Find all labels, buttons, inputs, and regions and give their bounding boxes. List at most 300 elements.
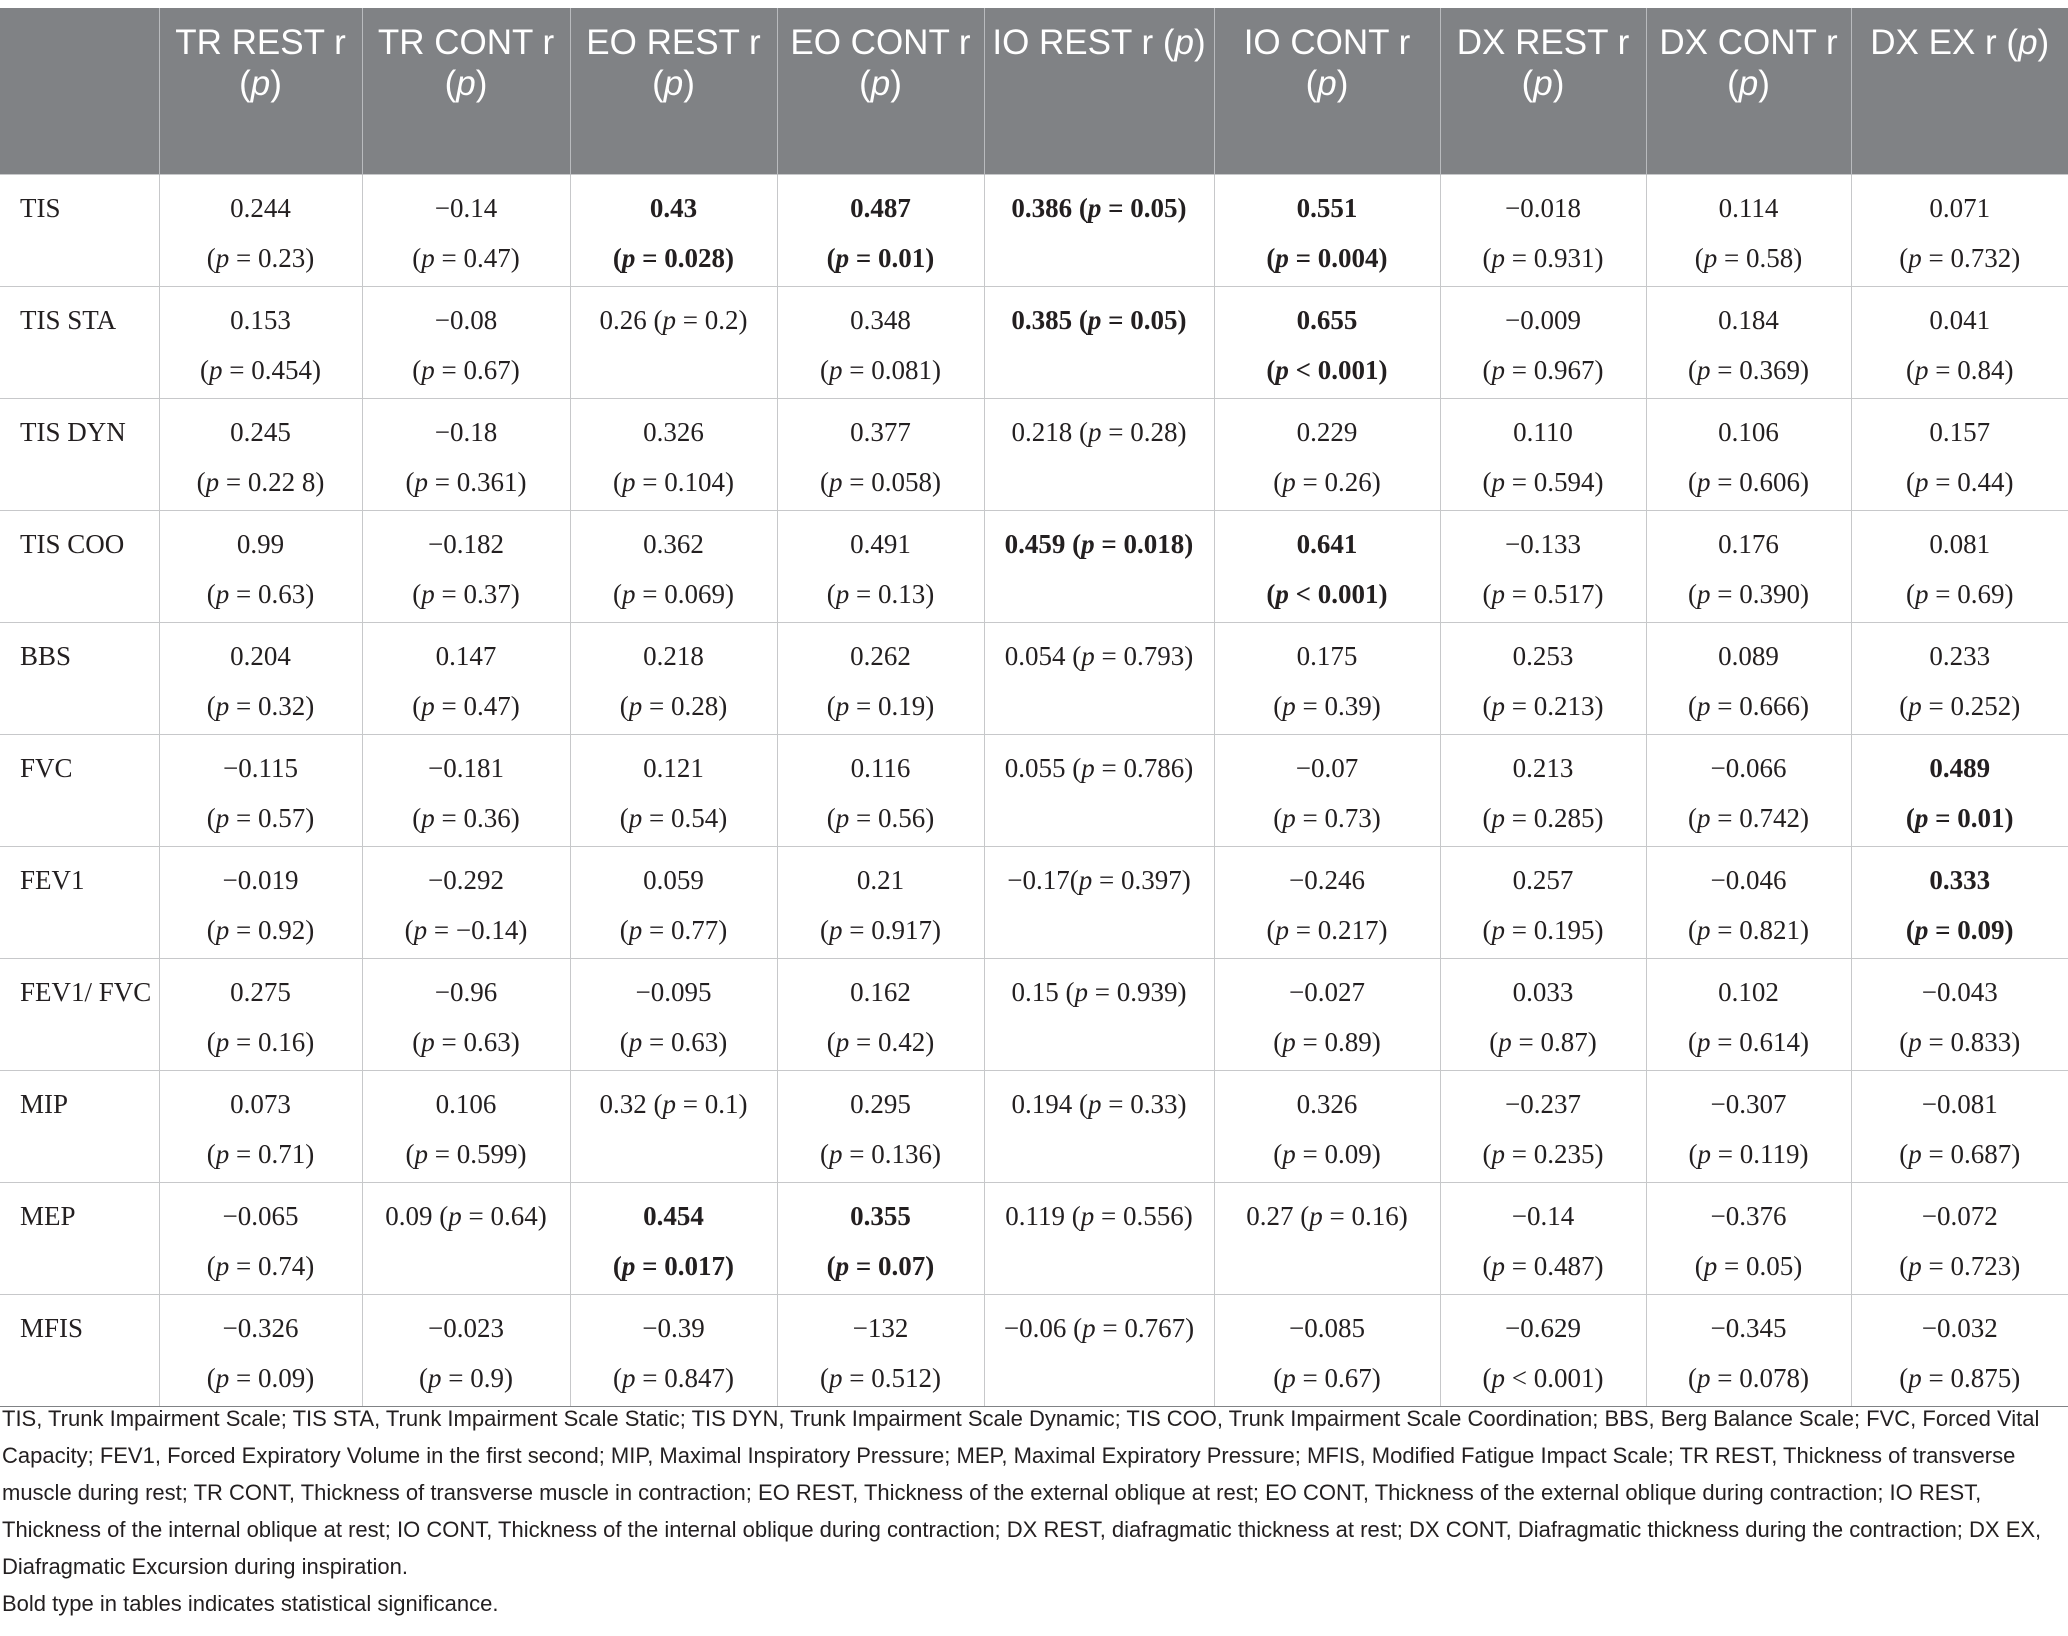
column-header: DX EX r (p) bbox=[1851, 8, 2068, 175]
correlation-value: 0.213 bbox=[1512, 753, 1574, 783]
p-value: (p = 0.285) bbox=[1482, 803, 1604, 833]
table-cell bbox=[984, 623, 1214, 735]
correlation-value: −0.307 bbox=[1710, 1089, 1787, 1119]
table-cell bbox=[362, 1295, 570, 1407]
correlation-value: −0.07 bbox=[1295, 753, 1359, 783]
p-value: (p = 0.89) bbox=[1273, 1027, 1381, 1057]
p-value: (p = 0.01) bbox=[826, 243, 935, 273]
table-cell bbox=[1214, 511, 1440, 623]
correlation-value: 0.491 bbox=[850, 529, 911, 559]
p-value: (p = 0.19) bbox=[826, 691, 935, 721]
p-value: (p = 0.512) bbox=[820, 1363, 941, 1393]
table-cell bbox=[1851, 399, 2068, 511]
p-value: (p = 0.058) bbox=[820, 467, 941, 497]
correlation-value: −0.023 bbox=[428, 1313, 504, 1343]
correlation-value: 0.194 (p = 0.33) bbox=[1011, 1089, 1187, 1119]
p-value: (p = 0.666) bbox=[1688, 691, 1809, 721]
row-label: TIS STA bbox=[0, 287, 159, 399]
correlation-value: −0.14 bbox=[1511, 1201, 1575, 1231]
p-value: (p = 0.87) bbox=[1489, 1027, 1597, 1057]
table-cell bbox=[777, 1295, 984, 1407]
p-value: (p = 0.136) bbox=[820, 1139, 941, 1169]
p-value: (p = 0.028) bbox=[612, 243, 735, 273]
p-value: (p = 0.195) bbox=[1482, 915, 1604, 945]
p-value: (p = 0.09) bbox=[1905, 915, 2014, 945]
correlation-value: 0.99 bbox=[236, 529, 285, 559]
row-label: TIS DYN bbox=[0, 399, 159, 511]
table-row bbox=[0, 287, 2068, 399]
header-corner bbox=[0, 8, 159, 175]
table-cell bbox=[1214, 175, 1440, 287]
table-cell bbox=[1214, 959, 1440, 1071]
p-value: (p = 0.104) bbox=[613, 467, 734, 497]
p-value: (p = 0.63) bbox=[412, 1027, 520, 1057]
p-value: (p = 0.606) bbox=[1688, 467, 1809, 497]
table-cell bbox=[159, 511, 362, 623]
correlation-table bbox=[0, 8, 2068, 1407]
p-value: (p < 0.001) bbox=[1266, 355, 1388, 385]
correlation-value: −0.39 bbox=[642, 1313, 705, 1343]
table-cell bbox=[1646, 175, 1851, 287]
significance-note: Bold type in tables indicates statistical significance. bbox=[2, 1591, 499, 1616]
table-cell bbox=[1646, 959, 1851, 1071]
p-value: (p = 0.875) bbox=[1899, 1363, 2021, 1393]
correlation-value: 0.275 bbox=[230, 977, 291, 1007]
table-cell bbox=[570, 399, 777, 511]
table-cell bbox=[984, 1183, 1214, 1295]
table-cell bbox=[1214, 287, 1440, 399]
table-cell bbox=[1214, 847, 1440, 959]
table-cell bbox=[777, 399, 984, 511]
column-header: DX REST r (p) bbox=[1440, 8, 1646, 175]
correlation-value: 0.489 bbox=[1929, 753, 1991, 783]
correlation-value: −0.065 bbox=[222, 1201, 299, 1231]
correlation-value: −0.095 bbox=[635, 977, 712, 1007]
table-cell bbox=[1851, 1183, 2068, 1295]
p-value: (p = 0.05) bbox=[1694, 1251, 1803, 1281]
p-value: (p = 0.63) bbox=[619, 1027, 728, 1057]
table-cell bbox=[362, 735, 570, 847]
table-cell bbox=[1646, 847, 1851, 959]
correlation-value: 0.116 bbox=[850, 753, 911, 783]
table-cell bbox=[570, 959, 777, 1071]
p-value: (p = 0.84) bbox=[1906, 355, 2014, 385]
correlation-value: −0.237 bbox=[1505, 1089, 1581, 1119]
table-cell bbox=[159, 623, 362, 735]
p-value: (p = 0.821) bbox=[1688, 915, 1809, 945]
p-value: (p = 0.23) bbox=[206, 243, 315, 273]
table-cell bbox=[984, 735, 1214, 847]
correlation-value: 0.147 bbox=[435, 641, 497, 671]
p-value: (p = 0.687) bbox=[1899, 1139, 2021, 1169]
p-value: (p = 0.42) bbox=[826, 1027, 935, 1057]
column-header: EO REST r (p) bbox=[570, 8, 777, 175]
table-row bbox=[0, 959, 2068, 1071]
correlation-value: 0.176 bbox=[1718, 529, 1779, 559]
p-value: (p = 0.119) bbox=[1688, 1139, 1809, 1169]
table-cell bbox=[1646, 735, 1851, 847]
correlation-value: 0.355 bbox=[850, 1201, 911, 1231]
correlation-value: −0.081 bbox=[1921, 1089, 1998, 1119]
table-row bbox=[0, 511, 2068, 623]
table-cell bbox=[777, 847, 984, 959]
p-value: (p = 0.369) bbox=[1688, 355, 1809, 385]
table-cell bbox=[1214, 623, 1440, 735]
table-cell bbox=[1440, 511, 1646, 623]
p-value: (p = 0.454) bbox=[200, 355, 321, 385]
p-value: (p = 0.004) bbox=[1266, 243, 1388, 273]
p-value: (p < 0.001) bbox=[1482, 1363, 1604, 1393]
correlation-value: 0.454 bbox=[643, 1201, 704, 1231]
correlation-value: −0.018 bbox=[1505, 193, 1581, 223]
table-cell bbox=[984, 847, 1214, 959]
correlation-value: 0.348 bbox=[850, 305, 911, 335]
correlation-value: 0.184 bbox=[1718, 305, 1779, 335]
correlation-value: 0.059 bbox=[643, 865, 704, 895]
table-cell bbox=[1851, 287, 2068, 399]
p-value: (p = 0.742) bbox=[1688, 803, 1809, 833]
correlation-value: 0.386 (p = 0.05) bbox=[1011, 193, 1187, 223]
p-value: (p = 0.235) bbox=[1482, 1139, 1604, 1169]
table-cell bbox=[362, 623, 570, 735]
p-value: (p = 0.39) bbox=[1273, 691, 1381, 721]
p-value: (p = 0.47) bbox=[412, 691, 520, 721]
p-value: (p = 0.361) bbox=[405, 467, 527, 497]
table-cell bbox=[1440, 175, 1646, 287]
p-value: (p = 0.22 8) bbox=[196, 467, 325, 497]
correlation-value: 0.106 bbox=[435, 1089, 497, 1119]
row-label: MFIS bbox=[0, 1295, 159, 1407]
table-cell bbox=[984, 399, 1214, 511]
correlation-value: −0.182 bbox=[428, 529, 504, 559]
table-cell bbox=[362, 959, 570, 1071]
p-value: (p = 0.16) bbox=[206, 1027, 315, 1057]
p-value: (p = 0.390) bbox=[1688, 579, 1809, 609]
table-cell bbox=[570, 287, 777, 399]
table-cell bbox=[1851, 175, 2068, 287]
table-cell bbox=[1440, 959, 1646, 1071]
p-value: (p = 0.63) bbox=[206, 579, 315, 609]
table-row bbox=[0, 175, 2068, 287]
correlation-value: 0.157 bbox=[1929, 417, 1991, 447]
table-row bbox=[0, 399, 2068, 511]
column-header: TR CONT r (p) bbox=[362, 8, 570, 175]
p-value: (p < 0.001) bbox=[1266, 579, 1388, 609]
correlation-value: 0.326 bbox=[1296, 1089, 1358, 1119]
table-cell bbox=[570, 1183, 777, 1295]
table-cell bbox=[984, 287, 1214, 399]
correlation-value: −0.326 bbox=[222, 1313, 299, 1343]
table-cell bbox=[1646, 399, 1851, 511]
correlation-value: 0.655 bbox=[1296, 305, 1358, 335]
correlation-value: 0.233 bbox=[1929, 641, 1991, 671]
row-label: TIS COO bbox=[0, 511, 159, 623]
table-cell bbox=[362, 847, 570, 959]
correlation-value: −0.14 bbox=[434, 193, 498, 223]
p-value: (p = 0.517) bbox=[1482, 579, 1604, 609]
table-cell bbox=[984, 959, 1214, 1071]
correlation-value: −0.066 bbox=[1710, 753, 1787, 783]
correlation-value: 0.377 bbox=[850, 417, 911, 447]
correlation-value: 0.229 bbox=[1296, 417, 1358, 447]
table-cell bbox=[777, 959, 984, 1071]
table-cell bbox=[1851, 847, 2068, 959]
table-cell bbox=[1440, 847, 1646, 959]
table-cell bbox=[777, 175, 984, 287]
correlation-value: 0.295 bbox=[850, 1089, 911, 1119]
correlation-value: 0.333 bbox=[1929, 865, 1991, 895]
table-cell bbox=[362, 511, 570, 623]
table-cell bbox=[159, 175, 362, 287]
table-cell bbox=[570, 175, 777, 287]
correlation-value: 0.641 bbox=[1296, 529, 1358, 559]
table-cell bbox=[1214, 1071, 1440, 1183]
table-cell bbox=[984, 1295, 1214, 1407]
correlation-value: 0.487 bbox=[850, 193, 911, 223]
correlation-value: −0.019 bbox=[222, 865, 299, 895]
table-cell bbox=[1851, 959, 2068, 1071]
abbreviations-footnote: TIS, Trunk Impairment Scale; TIS STA, Trunk Impairment Scale Static; TIS DYN, Trunk Impairment Scale Dynamic; TIS COO, Trunk Impairment Scale Coordination; BBS, Berg Balance Scale; FVC, Forced Vital Capacity; FEV1, Forced Expiratory Volume in the first second; MIP, Maximal Inspiratory Pressure; MEP, Maximal Expiratory Pressure; MFIS, Modified Fatigue Impact Scale; TR REST, Thickness of transverse muscle during rest; TR CONT, Thickness of transverse muscle in contraction; EO REST, Thickness of the external oblique at rest; EO CONT, Thickness of the external oblique during contraction; IO REST, Thickness of the internal oblique at rest; IO CONT, Thickness of the internal oblique during contraction; DX REST, diafragmatic thickness at rest; DX CONT, Diafragmatic thickness during the contraction; DX EX, Diafragmatic Excursion during inspiration. bbox=[2, 1406, 2042, 1579]
table-cell bbox=[984, 175, 1214, 287]
table-row bbox=[0, 847, 2068, 959]
correlation-value: 0.218 (p = 0.28) bbox=[1011, 417, 1187, 447]
p-value: (p = 0.36) bbox=[412, 803, 520, 833]
correlation-value: 0.09 (p = 0.64) bbox=[385, 1201, 547, 1231]
table-cell bbox=[570, 847, 777, 959]
row-label: FEV1/ FVC bbox=[0, 959, 159, 1071]
correlation-value: −0.96 bbox=[434, 977, 498, 1007]
correlation-value: 0.089 bbox=[1718, 641, 1779, 671]
correlation-value: 0.106 bbox=[1718, 417, 1779, 447]
correlation-value: −0.345 bbox=[1710, 1313, 1787, 1343]
p-value: (p = 0.71) bbox=[206, 1139, 315, 1169]
correlation-value: 0.102 bbox=[1718, 977, 1779, 1007]
p-value: (p = 0.09) bbox=[206, 1363, 315, 1393]
correlation-value: −0.133 bbox=[1505, 529, 1581, 559]
table-cell bbox=[362, 1071, 570, 1183]
correlation-value: 0.121 bbox=[643, 753, 704, 783]
table-cell bbox=[777, 287, 984, 399]
correlation-value: 0.041 bbox=[1929, 305, 1991, 335]
table-cell bbox=[1851, 1295, 2068, 1407]
correlation-value: 0.073 bbox=[230, 1089, 291, 1119]
p-value: (p = 0.37) bbox=[412, 579, 520, 609]
table-row bbox=[0, 1071, 2068, 1183]
row-label: FEV1 bbox=[0, 847, 159, 959]
correlation-value: 0.253 bbox=[1512, 641, 1574, 671]
correlation-value: 0.033 bbox=[1512, 977, 1574, 1007]
p-value: (p = 0.614) bbox=[1688, 1027, 1809, 1057]
table-cell bbox=[362, 399, 570, 511]
p-value: (p = 0.723) bbox=[1899, 1251, 2021, 1281]
p-value: (p = 0.77) bbox=[619, 915, 728, 945]
row-label: BBS bbox=[0, 623, 159, 735]
table-cell bbox=[1440, 1295, 1646, 1407]
p-value: (p = 0.078) bbox=[1688, 1363, 1809, 1393]
correlation-value: 0.218 bbox=[643, 641, 704, 671]
correlation-value: 0.26 (p = 0.2) bbox=[599, 305, 748, 335]
row-label: MEP bbox=[0, 1183, 159, 1295]
table-cell bbox=[159, 1183, 362, 1295]
correlation-value: −0.06 (p = 0.767) bbox=[1003, 1313, 1195, 1343]
correlation-value: −0.027 bbox=[1289, 977, 1365, 1007]
p-value: (p = 0.32) bbox=[206, 691, 315, 721]
correlation-table-container bbox=[0, 8, 2068, 1407]
correlation-value: −0.629 bbox=[1505, 1313, 1581, 1343]
table-cell bbox=[777, 623, 984, 735]
correlation-value: −132 bbox=[852, 1313, 909, 1343]
column-header: TR REST r (p) bbox=[159, 8, 362, 175]
p-value: (p = 0.13) bbox=[826, 579, 935, 609]
correlation-value: 0.081 bbox=[1929, 529, 1991, 559]
table-row bbox=[0, 623, 2068, 735]
p-value: (p = 0.069) bbox=[613, 579, 734, 609]
correlation-value: 0.21 bbox=[856, 865, 905, 895]
table-row bbox=[0, 1183, 2068, 1295]
table-cell bbox=[1214, 1183, 1440, 1295]
correlation-value: 0.15 (p = 0.939) bbox=[1011, 977, 1187, 1007]
correlation-value: 0.119 (p = 0.556) bbox=[1005, 1201, 1193, 1231]
correlation-value: −0.072 bbox=[1921, 1201, 1998, 1231]
row-label: MIP bbox=[0, 1071, 159, 1183]
p-value: (p = 0.833) bbox=[1899, 1027, 2021, 1057]
correlation-value: 0.362 bbox=[643, 529, 704, 559]
table-row bbox=[0, 1295, 2068, 1407]
p-value: (p = 0.56) bbox=[826, 803, 935, 833]
p-value: (p = 0.73) bbox=[1273, 803, 1381, 833]
p-value: (p = 0.594) bbox=[1482, 467, 1604, 497]
correlation-value: 0.153 bbox=[230, 305, 291, 335]
p-value: (p = 0.57) bbox=[206, 803, 315, 833]
p-value: (p = 0.09) bbox=[1273, 1139, 1381, 1169]
correlation-value: 0.459 (p = 0.018) bbox=[1004, 529, 1194, 559]
table-cell bbox=[1646, 1183, 1851, 1295]
table-cell bbox=[1646, 287, 1851, 399]
table-cell bbox=[570, 511, 777, 623]
table-cell bbox=[159, 1071, 362, 1183]
table-cell bbox=[159, 287, 362, 399]
column-header: EO CONT r (p) bbox=[777, 8, 984, 175]
p-value: (p = 0.07) bbox=[826, 1251, 935, 1281]
table-cell bbox=[1646, 511, 1851, 623]
table-cell bbox=[1851, 1071, 2068, 1183]
table-cell bbox=[159, 399, 362, 511]
p-value: (p = 0.67) bbox=[1273, 1363, 1381, 1393]
correlation-value: −0.08 bbox=[434, 305, 498, 335]
table-cell bbox=[362, 1183, 570, 1295]
table-cell bbox=[570, 1295, 777, 1407]
table-cell bbox=[984, 511, 1214, 623]
table-cell bbox=[777, 1183, 984, 1295]
table-cell bbox=[1851, 511, 2068, 623]
p-value: (p = 0.69) bbox=[1906, 579, 2014, 609]
table-cell bbox=[777, 735, 984, 847]
table-cell bbox=[1214, 1295, 1440, 1407]
p-value: (p = 0.081) bbox=[820, 355, 941, 385]
table-cell bbox=[1851, 735, 2068, 847]
p-value: (p = 0.732) bbox=[1899, 243, 2021, 273]
correlation-value: 0.262 bbox=[850, 641, 911, 671]
correlation-value: 0.071 bbox=[1929, 193, 1991, 223]
p-value: (p = 0.01) bbox=[1905, 803, 2014, 833]
table-cell bbox=[1646, 1295, 1851, 1407]
correlation-value: 0.162 bbox=[850, 977, 911, 1007]
column-header: IO REST r (p) bbox=[984, 8, 1214, 175]
correlation-value: −0.18 bbox=[434, 417, 498, 447]
correlation-value: 0.244 bbox=[230, 193, 291, 223]
table-cell bbox=[1646, 1071, 1851, 1183]
p-value: (p = 0.67) bbox=[412, 355, 520, 385]
correlation-value: 0.27 (p = 0.16) bbox=[1246, 1201, 1408, 1231]
p-value: (p = 0.217) bbox=[1266, 915, 1388, 945]
p-value: (p = 0.74) bbox=[206, 1251, 315, 1281]
table-row bbox=[0, 735, 2068, 847]
table-cell bbox=[570, 1071, 777, 1183]
table-cell bbox=[1440, 399, 1646, 511]
correlation-value: −0.17(p = 0.397) bbox=[1007, 865, 1191, 895]
correlation-value: 0.245 bbox=[230, 417, 291, 447]
p-value: (p = 0.599) bbox=[405, 1139, 527, 1169]
p-value: (p = 0.847) bbox=[613, 1363, 734, 1393]
p-value: (p = 0.58) bbox=[1694, 243, 1803, 273]
row-label: FVC bbox=[0, 735, 159, 847]
table-cell bbox=[570, 623, 777, 735]
correlation-value: 0.551 bbox=[1296, 193, 1358, 223]
p-value: (p = 0.44) bbox=[1906, 467, 2014, 497]
p-value: (p = 0.967) bbox=[1482, 355, 1604, 385]
correlation-value: −0.376 bbox=[1710, 1201, 1787, 1231]
correlation-value: −0.115 bbox=[223, 753, 298, 783]
p-value: (p = 0.252) bbox=[1899, 691, 2021, 721]
correlation-value: −0.246 bbox=[1289, 865, 1365, 895]
table-cell bbox=[1440, 287, 1646, 399]
correlation-value: 0.204 bbox=[230, 641, 291, 671]
header-row bbox=[0, 8, 2068, 175]
table-cell bbox=[1646, 623, 1851, 735]
p-value: (p = 0.26) bbox=[1273, 467, 1381, 497]
table-cell bbox=[159, 959, 362, 1071]
table-cell bbox=[159, 1295, 362, 1407]
table-body bbox=[0, 175, 2068, 1407]
table-cell bbox=[1214, 399, 1440, 511]
p-value: (p = 0.213) bbox=[1482, 691, 1604, 721]
table-cell bbox=[777, 1071, 984, 1183]
table-cell bbox=[1440, 1183, 1646, 1295]
correlation-value: 0.175 bbox=[1296, 641, 1358, 671]
table-cell bbox=[1214, 735, 1440, 847]
row-label: TIS bbox=[0, 175, 159, 287]
correlation-value: 0.055 (p = 0.786) bbox=[1004, 753, 1194, 783]
p-value: (p = 0.28) bbox=[619, 691, 728, 721]
table-cell bbox=[362, 287, 570, 399]
p-value: (p = 0.9) bbox=[419, 1363, 513, 1393]
table-cell bbox=[159, 735, 362, 847]
correlation-value: −0.085 bbox=[1289, 1313, 1365, 1343]
correlation-value: 0.32 (p = 0.1) bbox=[599, 1089, 748, 1119]
p-value: (p = 0.017) bbox=[612, 1251, 735, 1281]
table-cell bbox=[570, 735, 777, 847]
correlation-value: 0.326 bbox=[643, 417, 704, 447]
p-value: (p = 0.54) bbox=[619, 803, 728, 833]
column-header: IO CONT r (p) bbox=[1214, 8, 1440, 175]
p-value: (p = −0.14) bbox=[404, 915, 528, 945]
correlation-value: 0.110 bbox=[1513, 417, 1573, 447]
correlation-value: 0.43 bbox=[649, 193, 698, 223]
column-header: DX CONT r (p) bbox=[1646, 8, 1851, 175]
correlation-value: −0.181 bbox=[428, 753, 504, 783]
p-value: (p = 0.47) bbox=[412, 243, 520, 273]
table-cell bbox=[159, 847, 362, 959]
